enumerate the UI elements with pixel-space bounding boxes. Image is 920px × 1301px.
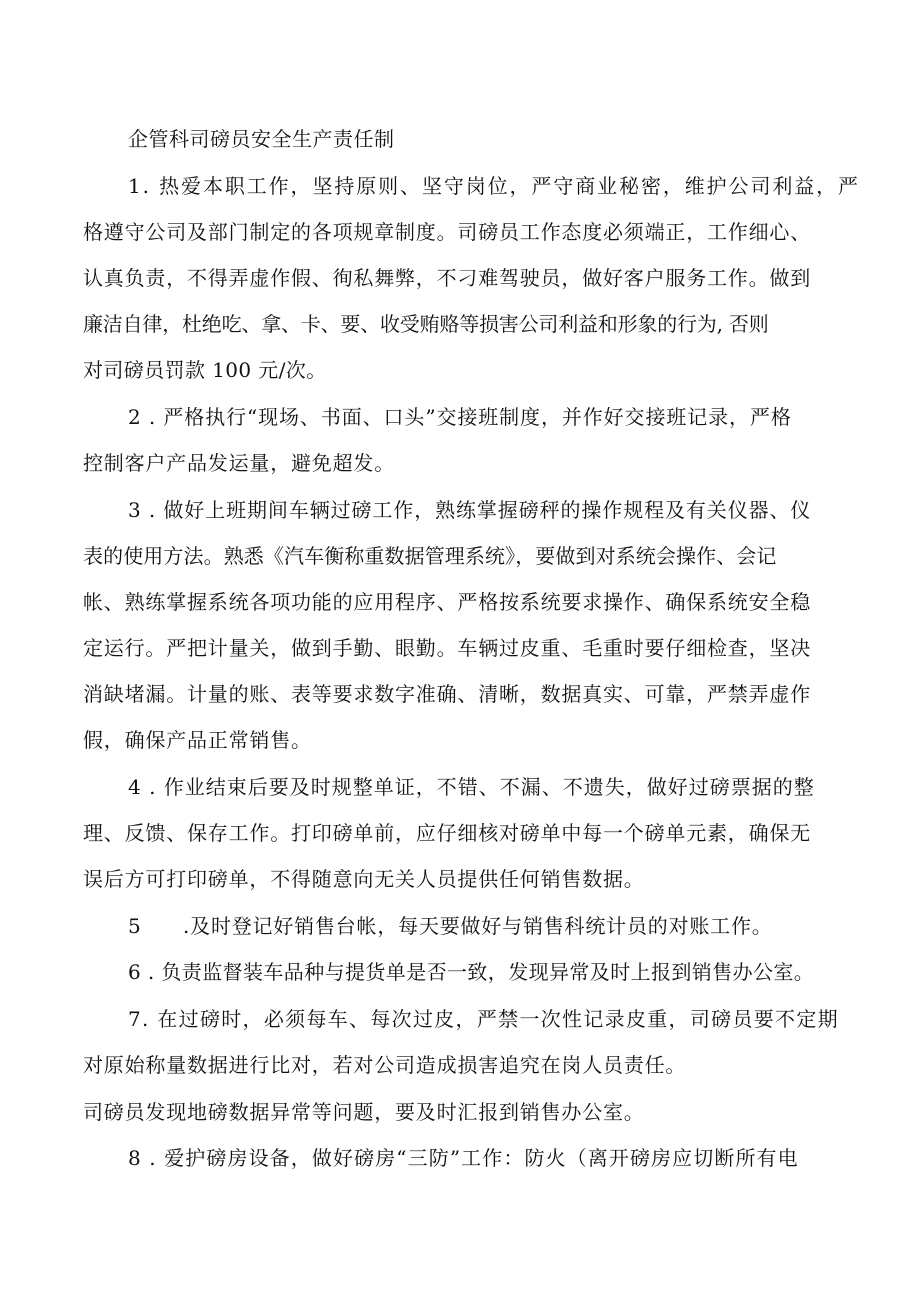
item-4-line-1: 4 . 作业结束后要及时规整单证，不错、不漏、不遗失，做好过磅票据的整: [128, 775, 815, 799]
item-7-line-2: 对原始称量数据进行比对，若对公司造成损害追究在岗人员责任。: [83, 1053, 687, 1077]
item-4-line-3: 误后方可打印磅单，不得随意向无关人员提供任何销售数据。: [83, 867, 645, 891]
item-2-line-1: 2 . 严格执行“现场、书面、口头”交接班制度，并作好交接班记录，严格: [128, 405, 792, 429]
item-5-line-1: .及时登记好销售台帐，每天要做好与销售科统计员的对账工作。: [183, 914, 773, 938]
page-title: 企管科司磅员安全生产责任制: [128, 127, 395, 151]
item-8-line-1: 8 . 爱护磅房设备，做好磅房“三防”工作：防火（离开磅房应切断所有电: [128, 1146, 799, 1170]
note-line: 司磅员发现地磅数据异常等问题，要及时汇报到销售办公室。: [83, 1100, 645, 1124]
item-5-number: 5: [128, 914, 141, 938]
item-1-line-5: 对司磅员罚款 100 元/次。: [83, 358, 327, 382]
item-3-line-4: 定运行。严把计量关，做到手勤、眼勤。车辆过皮重、毛重时要仔细检查，坚决: [83, 636, 811, 660]
item-6-line-1: 6 . 负责监督装车品种与提货单是否一致，发现异常及时上报到销售办公室。: [128, 960, 815, 984]
item-2-line-2: 控制客户产品发运量，避免超发。: [83, 451, 395, 475]
item-3-line-6: 假，确保产品正常销售。: [83, 728, 312, 752]
item-1-line-1: 1. 热爱本职工作，坚持原则、坚守岗位，严守商业秘密，维护公司利益，严: [128, 174, 860, 198]
item-7-line-1: 7. 在过磅时，必须每车、每次过皮，严禁一次性记录皮重，司磅员要不定期: [128, 1007, 839, 1031]
item-3-line-2: 表的使用方法。熟悉《汽车衡称重数据管理系统》，要做到对系统会操作、会记: [83, 544, 777, 568]
item-3-line-3: 帐、熟练掌握系统各项功能的应用程序、严格按系统要求操作、确保系统安全稳: [83, 590, 811, 614]
item-1-line-2: 格遵守公司及部门制定的各项规章制度。司磅员工作态度必须端正，工作细心、: [83, 220, 811, 244]
item-4-line-2: 理、反馈、保存工作。打印磅单前，应仔细核对磅单中每一个磅单元素，确保无: [83, 821, 811, 845]
item-3-line-1: 3 . 做好上班期间车辆过磅工作，熟练掌握磅秤的操作规程及有关仪器、仪: [128, 498, 812, 522]
item-1-line-3: 认真负责，不得弄虚作假、徇私舞弊，不刁难驾驶员，做好客户服务工作。做到: [83, 266, 811, 290]
item-1-line-4: 廉洁自律，杜绝吃、拿、卡、要、收受贿赂等损害公司利益和形象的行为, 否则: [83, 312, 769, 336]
item-3-line-5: 消缺堵漏。计量的账、表等要求数字准确、清晰，数据真实、可靠，严禁弄虚作: [83, 682, 811, 706]
